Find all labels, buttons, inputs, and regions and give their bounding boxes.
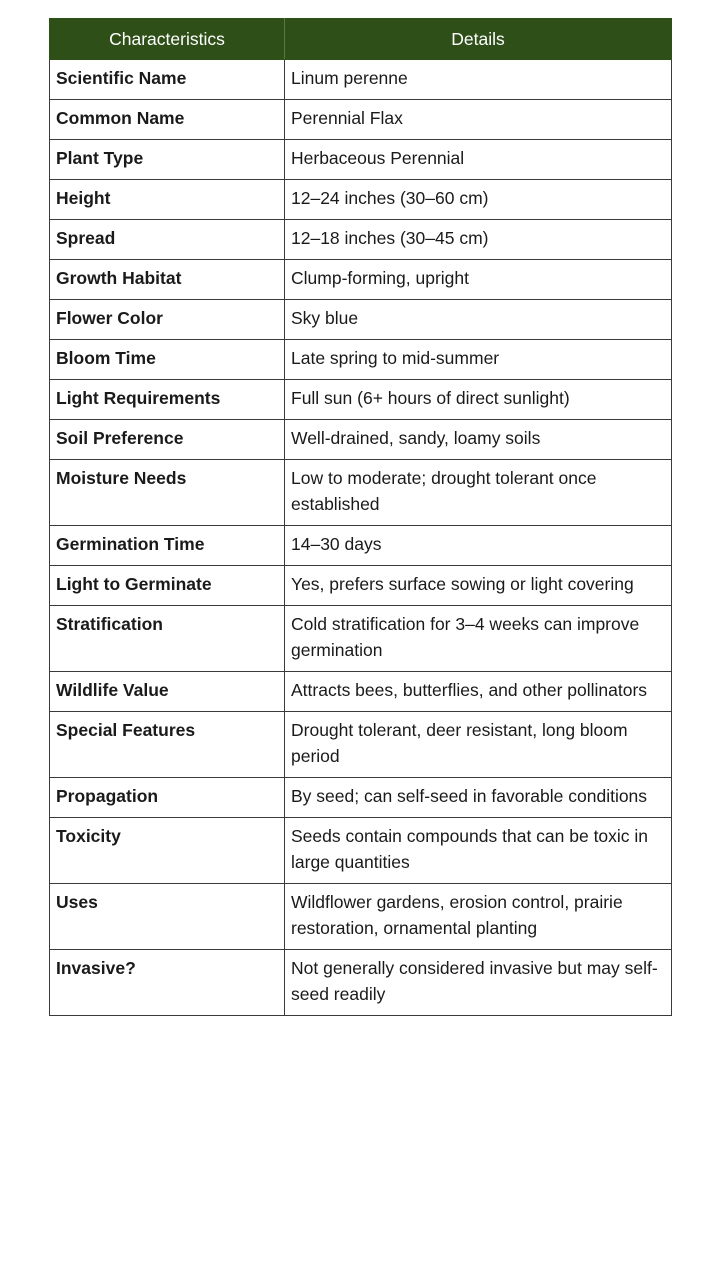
row-value: 14–30 days xyxy=(285,526,672,566)
table-row xyxy=(50,778,672,818)
table-row xyxy=(50,712,672,778)
row-value: Not generally considered invasive but may self-seed readily xyxy=(285,950,672,1016)
row-value: Yes, prefers surface sowing or light covering xyxy=(285,566,672,606)
table-row xyxy=(50,340,672,380)
table-row xyxy=(50,260,672,300)
row-label: Height xyxy=(50,180,285,220)
table-row xyxy=(50,60,672,100)
row-value: Cold stratification for 3–4 weeks can improve germination xyxy=(285,606,672,672)
row-label: Special Features xyxy=(50,712,285,778)
table-row xyxy=(50,606,672,672)
row-label: Soil Preference xyxy=(50,420,285,460)
row-value: Late spring to mid-summer xyxy=(285,340,672,380)
row-value: Full sun (6+ hours of direct sunlight) xyxy=(285,380,672,420)
header-characteristics: Characteristics xyxy=(50,19,285,60)
row-value: Drought tolerant, deer resistant, long bloom period xyxy=(285,712,672,778)
table-row xyxy=(50,140,672,180)
row-value: 12–24 inches (30–60 cm) xyxy=(285,180,672,220)
row-value: Linum perenne xyxy=(285,60,672,100)
row-label: Germination Time xyxy=(50,526,285,566)
table-row xyxy=(50,380,672,420)
row-label: Scientific Name xyxy=(50,60,285,100)
row-value: Attracts bees, butterflies, and other pollinators xyxy=(285,672,672,712)
table-row xyxy=(50,818,672,884)
row-value: Well-drained, sandy, loamy soils xyxy=(285,420,672,460)
row-label: Spread xyxy=(50,220,285,260)
row-value: Perennial Flax xyxy=(285,100,672,140)
table-row xyxy=(50,566,672,606)
row-value: Herbaceous Perennial xyxy=(285,140,672,180)
table-row xyxy=(50,300,672,340)
table-row xyxy=(50,420,672,460)
table-row xyxy=(50,220,672,260)
table-row xyxy=(50,950,672,1016)
row-value: Low to moderate; drought tolerant once established xyxy=(285,460,672,526)
row-label: Wildlife Value xyxy=(50,672,285,712)
row-label: Uses xyxy=(50,884,285,950)
table-row xyxy=(50,526,672,566)
table-row xyxy=(50,180,672,220)
row-label: Common Name xyxy=(50,100,285,140)
row-label: Invasive? xyxy=(50,950,285,1016)
row-label: Light Requirements xyxy=(50,380,285,420)
table-row xyxy=(50,672,672,712)
table-row xyxy=(50,884,672,950)
row-value: By seed; can self-seed in favorable conditions xyxy=(285,778,672,818)
plant-characteristics-sheet xyxy=(49,18,671,1016)
header-details: Details xyxy=(285,19,672,60)
row-value: Sky blue xyxy=(285,300,672,340)
row-label: Light to Germinate xyxy=(50,566,285,606)
row-label: Stratification xyxy=(50,606,285,672)
row-label: Growth Habitat xyxy=(50,260,285,300)
row-value: Wildflower gardens, erosion control, prairie restoration, ornamental planting xyxy=(285,884,672,950)
row-label: Moisture Needs xyxy=(50,460,285,526)
table-header-row xyxy=(50,19,672,60)
row-label: Propagation xyxy=(50,778,285,818)
plant-characteristics-table xyxy=(49,18,672,1016)
table-row xyxy=(50,460,672,526)
row-value: Seeds contain compounds that can be toxic in large quantities xyxy=(285,818,672,884)
row-value: 12–18 inches (30–45 cm) xyxy=(285,220,672,260)
row-label: Flower Color xyxy=(50,300,285,340)
row-label: Bloom Time xyxy=(50,340,285,380)
row-value: Clump-forming, upright xyxy=(285,260,672,300)
row-label: Plant Type xyxy=(50,140,285,180)
table-row xyxy=(50,100,672,140)
row-label: Toxicity xyxy=(50,818,285,884)
